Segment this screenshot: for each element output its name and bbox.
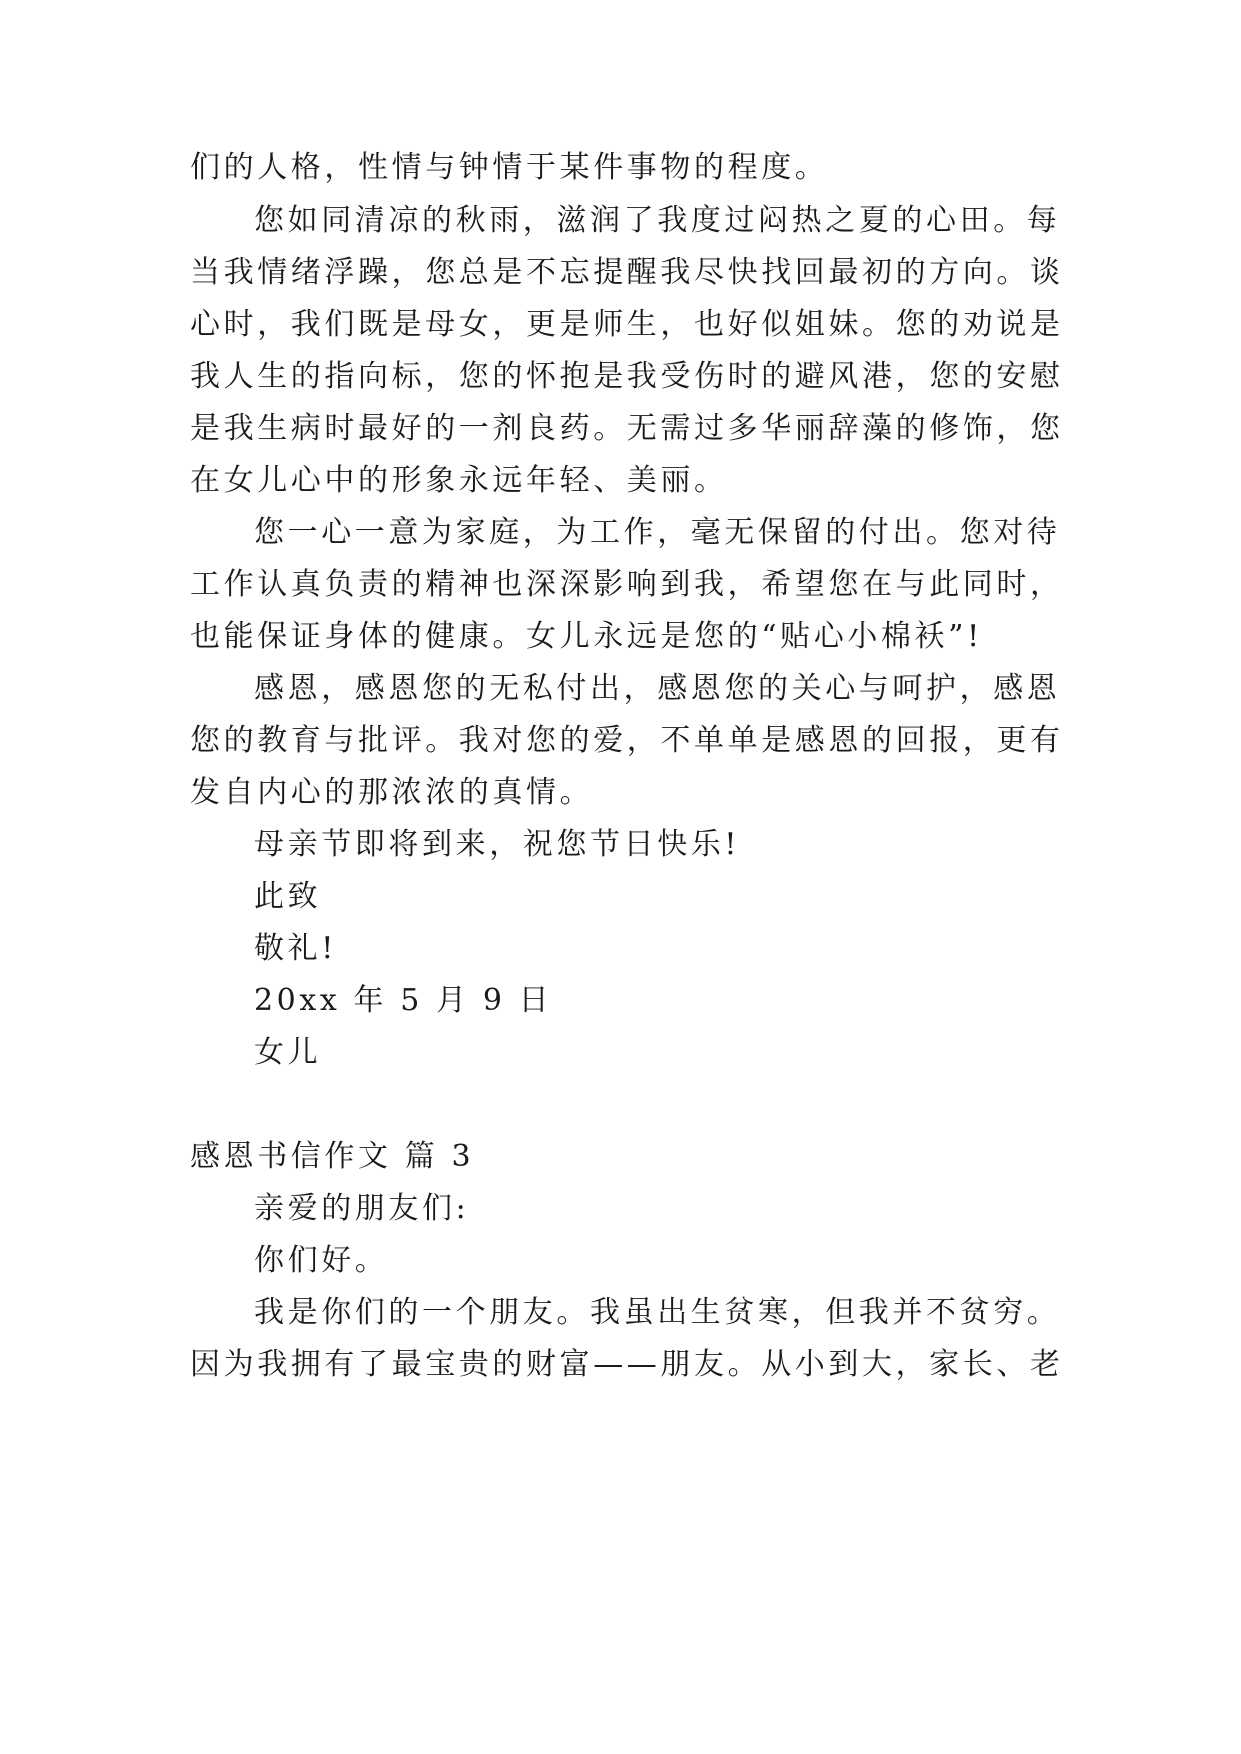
text-line: 心时，我们既是母女，更是师生，也好似姐妹。您的劝说是 bbox=[190, 307, 1064, 342]
letter-opening: 你们好。 bbox=[254, 1243, 389, 1278]
text-line: 因为我拥有了最宝贵的财富——朋友。从小到大，家长、老 bbox=[190, 1347, 1064, 1382]
letter-date: 20xx 年 5 月 9 日 bbox=[254, 983, 553, 1018]
paragraph-start: 您如同清凉的秋雨，滋润了我度过闷热之夏的心田。每 bbox=[254, 203, 1061, 238]
text-line: 发自内心的那浓浓的真情。 bbox=[190, 775, 594, 810]
text-line: 在女儿心中的形象永远年轻、美丽。 bbox=[190, 463, 728, 498]
text-line: 也能保证身体的健康。女儿永远是您的“贴心小棉袄”! bbox=[190, 619, 983, 654]
paragraph-start: 感恩，感恩您的无私付出，感恩您的关心与呵护，感恩 bbox=[254, 671, 1061, 706]
text-line: 当我情绪浮躁，您总是不忘提醒我尽快找回最初的方向。谈 bbox=[190, 255, 1064, 290]
text-line: 您的教育与批评。我对您的爱，不单单是感恩的回报，更有 bbox=[190, 723, 1064, 758]
letter-signature: 女儿 bbox=[254, 1035, 322, 1070]
text-line: 们的人格，性情与钟情于某件事物的程度。 bbox=[190, 150, 829, 185]
section-heading: 感恩书信作文 篇 3 bbox=[190, 1139, 475, 1174]
paragraph-start: 我是你们的一个朋友。我虽出生贫寒，但我并不贫穷。 bbox=[254, 1295, 1061, 1330]
text-line: 我人生的指向标，您的怀抱是我受伤时的避风港，您的安慰 bbox=[190, 359, 1064, 394]
closing-wish: 母亲节即将到来，祝您节日快乐! bbox=[254, 827, 741, 862]
paragraph-start: 您一心一意为家庭，为工作，毫无保留的付出。您对待 bbox=[254, 515, 1061, 550]
salutation-regards: 敬礼! bbox=[254, 931, 337, 966]
text-line: 是我生病时最好的一剂良药。无需过多华丽辞藻的修饰，您 bbox=[190, 411, 1064, 446]
letter-greeting: 亲爱的朋友们: bbox=[254, 1191, 470, 1226]
text-line: 工作认真负责的精神也深深影响到我，希望您在与此同时， bbox=[190, 567, 1064, 602]
salutation-closing: 此致 bbox=[254, 879, 322, 914]
